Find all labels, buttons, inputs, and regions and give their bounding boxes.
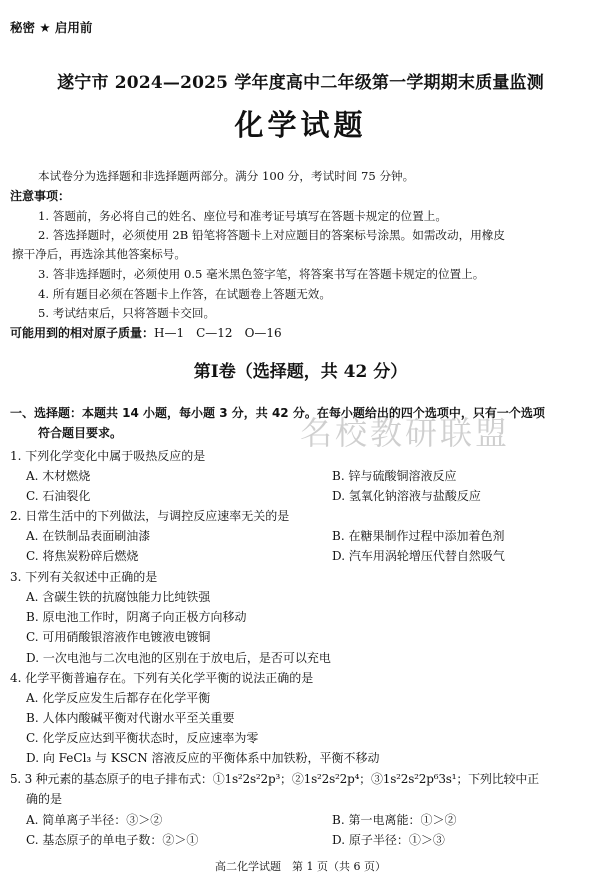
- notice-heading: 注意事项：: [10, 189, 71, 203]
- option: A. 含碳生铁的抗腐蚀能力比纯铁强: [26, 590, 211, 604]
- notice-item: 1. 答题前，务必将自己的姓名、座位号和准考证号填写在答题卡规定的位置上。: [38, 209, 447, 223]
- option: D. 氢氧化钠溶液与盐酸反应: [332, 489, 481, 503]
- atomic-mass-values: H—1 C—12 O—16: [154, 326, 282, 340]
- notice-item-continued: 擦干净后，再选涂其他答案标号。: [12, 247, 186, 261]
- option: C. 可用硝酸银溶液作电镀液电镀铜: [26, 630, 211, 644]
- option: B. 原电池工作时，阴离子向正极方向移动: [26, 610, 247, 624]
- option: B. 锌与硫酸铜溶液反应: [332, 469, 457, 483]
- option: A. 木材燃烧: [26, 469, 91, 483]
- option: D. 汽车用涡轮增压代替自然吸气: [332, 549, 505, 563]
- option: B. 人体内酸碱平衡对代谢水平至关重要: [26, 711, 235, 725]
- option: D. 原子半径：①＞③: [332, 833, 445, 847]
- option: C. 石油裂化: [26, 489, 91, 503]
- section-instructions: 一、选择题：本题共 14 小题，每小题 3 分，共 42 分。在每小题给出的四个选项中，只有一个选项: [10, 406, 545, 420]
- question-stem: 5. 3 种元素的基态原子的电子排布式：①1s²2s²2p³；②1s²2s²2p⁴；③1s²2s²2p⁶3s¹；下列比较中正: [10, 772, 539, 786]
- watermark: 名校教研联盟: [300, 414, 511, 452]
- question-stem-continued: 确的是: [26, 792, 63, 806]
- page-footer: 高二化学试题 第 1 页（共 6 页）: [215, 860, 386, 873]
- notice-item: 2. 答选择题时，必须使用 2B 铅笔将答题卡上对应题目的答案标号涂黑。如需改动，用橡皮: [38, 228, 505, 242]
- question-stem: 3. 下列有关叙述中正确的是: [10, 570, 158, 584]
- question-stem: 2. 日常生活中的下列做法，与调控反应速率无关的是: [10, 509, 290, 523]
- option: A. 在铁制品表面刷油漆: [26, 529, 151, 543]
- option: B. 第一电离能：①＞②: [332, 813, 457, 827]
- notice-item: 4. 所有题目必须在答题卡上作答，在试题卷上答题无效。: [38, 287, 331, 301]
- volume-title: 第Ⅰ卷（选择题，共 42 分）: [193, 362, 408, 382]
- question-stem: 4. 化学平衡普遍存在。下列有关化学平衡的说法正确的是: [10, 671, 314, 685]
- exam-title: 遂宁市 2024—2025 学年度高中二年级第一学期期末质量监测: [57, 73, 544, 93]
- section-instructions-continued: 符合题目要求。: [38, 426, 123, 440]
- atomic-mass-label: 可能用到的相对原子质量：: [10, 326, 155, 340]
- option: A. 化学反应发生后都存在化学平衡: [26, 691, 211, 705]
- notice-item: 5. 考试结束后，只将答题卡交回。: [38, 306, 216, 320]
- intro-text: 本试卷分为选择题和非选择题两部分。满分 100 分，考试时间 75 分钟。: [38, 169, 415, 183]
- notice-item: 3. 答非选择题时，必须使用 0.5 毫米黑色签字笔，将答案书写在答题卡规定的位置上。: [38, 267, 485, 281]
- subject-title: 化学试题: [234, 108, 367, 142]
- option: B. 在糖果制作过程中添加着色剂: [332, 529, 505, 543]
- option: C. 将焦炭粉碎后燃烧: [26, 549, 139, 563]
- option: A. 简单离子半径：③＞②: [26, 813, 163, 827]
- question-stem: 1. 下列化学变化中属于吸热反应的是: [10, 449, 206, 463]
- option: C. 基态原子的单电子数：②＞①: [26, 833, 199, 847]
- option: D. 一次电池与二次电池的区别在于放电后，是否可以充电: [26, 651, 331, 665]
- confidential-mark: 秘密 ★ 启用前: [10, 20, 93, 35]
- option: C. 化学反应达到平衡状态时，反应速率为零: [26, 731, 259, 745]
- option: D. 向 FeCl₃ 与 KSCN 溶液反应的平衡体系中加铁粉，平衡不移动: [26, 751, 380, 765]
- atomic-mass-line: [10, 324, 282, 341]
